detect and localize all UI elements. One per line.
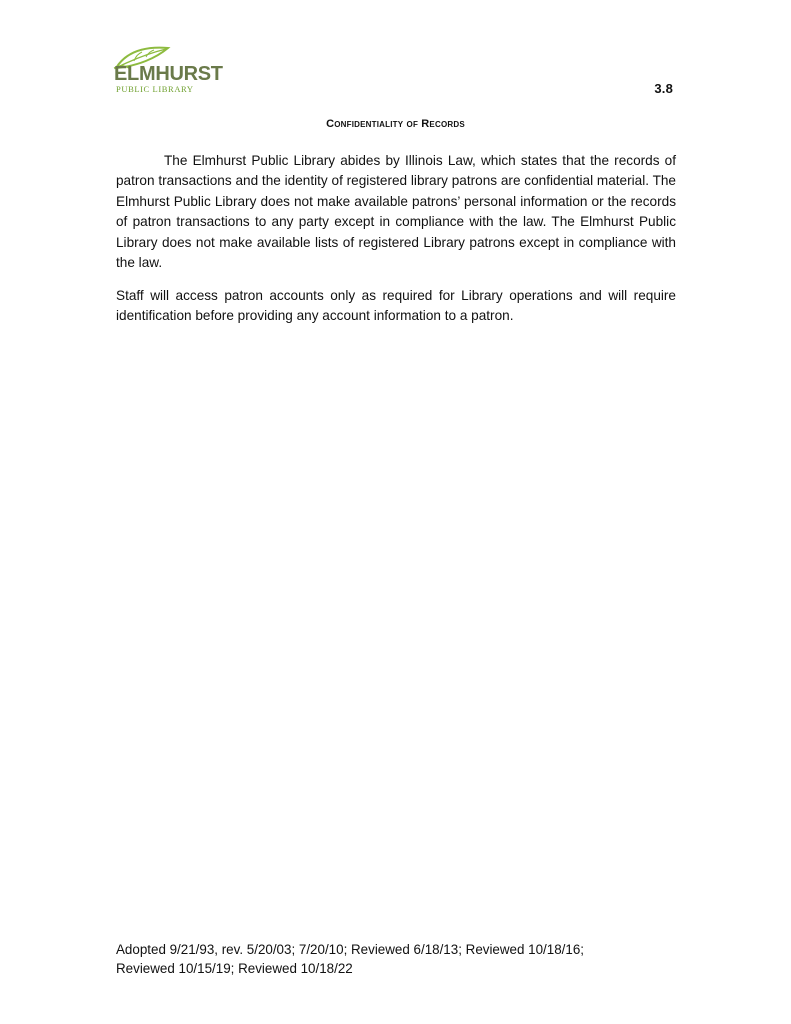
logo-name: ELMHURST (114, 63, 223, 85)
library-logo (112, 44, 232, 96)
revision-line: Reviewed 10/15/19; Reviewed 10/18/22 (116, 961, 353, 976)
body-paragraph: Staff will access patron accounts only as required for Library operations and will require identification before providing any account information to a patron. (116, 288, 676, 324)
section-number: 3.8 (654, 81, 673, 96)
revision-line: Adopted 9/21/93, rev. 5/20/03; 7/20/10; Reviewed 6/18/13; Reviewed 10/18/16; (116, 942, 585, 957)
document-title: Confidentiality of Records (326, 118, 465, 130)
logo-subtitle: PUBLIC LIBRARY (116, 84, 194, 94)
body-paragraph: The Elmhurst Public Library abides by Illinois Law, which states that the records of patron transactions and the identity of registered library patrons are confidential material. The Elmhurst Public Library does not make available patrons’ personal information or the records of patron transactions to any party except in compliance with the law. The Elmhurst Public Library does not make available lists of registered Library patrons except in compliance with the law. (116, 153, 676, 271)
revision-history (116, 940, 676, 978)
